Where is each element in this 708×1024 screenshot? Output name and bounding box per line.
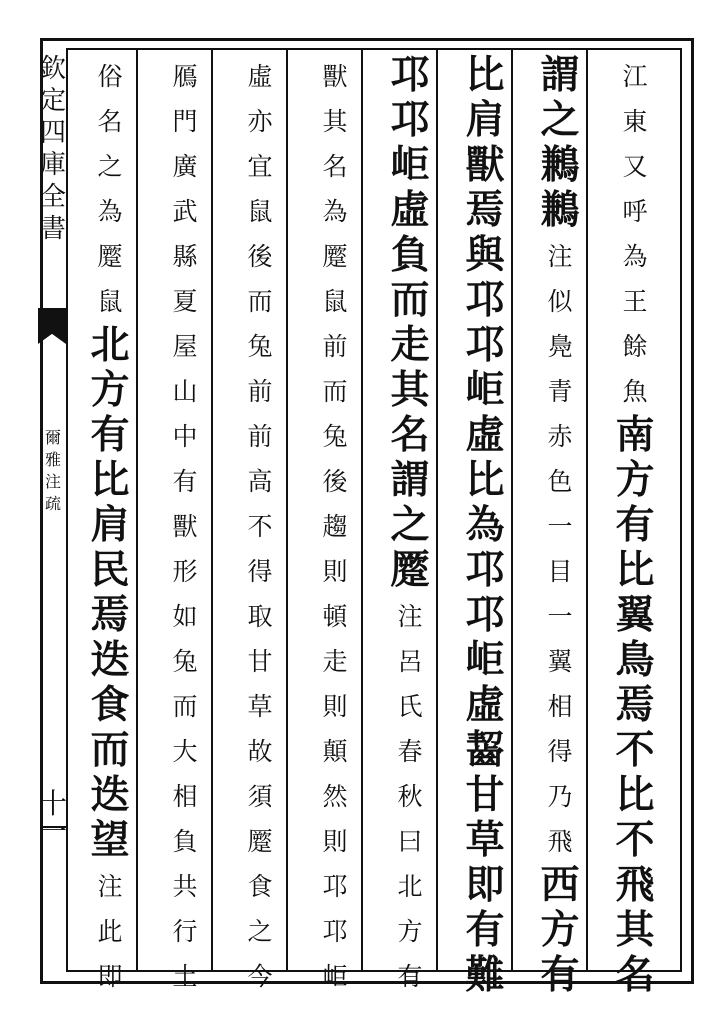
main-char: 有 xyxy=(615,502,655,548)
main-text-segment xyxy=(455,52,515,1001)
margin-char: 注 xyxy=(44,472,61,491)
margin-char: 庫 xyxy=(39,150,66,180)
commentary-char: 邛 xyxy=(322,917,348,946)
main-char: 南 xyxy=(615,412,655,458)
commentary-char: 魚 xyxy=(622,377,648,406)
main-char: 謂 xyxy=(390,457,430,503)
main-char: 即 xyxy=(465,862,505,908)
main-char: 獸 xyxy=(465,142,505,188)
commentary-char: 取 xyxy=(247,602,273,631)
commentary-char: 其 xyxy=(322,107,348,136)
commentary-char: 似 xyxy=(547,287,573,316)
commentary-char: 又 xyxy=(622,152,648,181)
main-char: 西 xyxy=(540,862,580,908)
main-char: 方 xyxy=(540,907,580,953)
commentary-char: 呂 xyxy=(397,647,423,676)
commentary-segment xyxy=(230,56,290,1001)
commentary-char: 屋 xyxy=(172,332,198,361)
commentary-char: 相 xyxy=(547,692,573,721)
main-char: 而 xyxy=(390,277,430,323)
margin-char: 爾 xyxy=(44,428,61,447)
commentary-char: 鳧 xyxy=(547,332,573,361)
text-column-5 xyxy=(304,56,366,991)
main-char: 肩 xyxy=(90,502,130,548)
main-char: 不 xyxy=(615,817,655,863)
commentary-char: 負 xyxy=(172,827,198,856)
commentary-char: 為 xyxy=(322,197,348,226)
main-char: 草 xyxy=(465,817,505,863)
main-char: 迭 xyxy=(90,637,130,683)
commentary-char: 行 xyxy=(172,917,198,946)
commentary-char: 獸 xyxy=(322,62,348,91)
main-char: 有 xyxy=(465,907,505,953)
commentary-char: 甘 xyxy=(247,647,273,676)
commentary-char: 前 xyxy=(247,377,273,406)
commentary-char: 共 xyxy=(172,872,198,901)
text-column-8 xyxy=(79,56,141,991)
commentary-char: 王 xyxy=(622,287,648,316)
text-column-2 xyxy=(529,52,591,998)
commentary-char: 須 xyxy=(247,782,273,811)
commentary-char: 餘 xyxy=(622,332,648,361)
commentary-char: 廣 xyxy=(172,152,198,181)
text-column-7 xyxy=(154,56,216,991)
commentary-char: 門 xyxy=(172,107,198,136)
page-number-rule xyxy=(40,826,66,828)
commentary-char: 如 xyxy=(172,602,198,631)
main-char: 鳥 xyxy=(615,637,655,683)
commentary-char: 前 xyxy=(322,332,348,361)
main-char: 比 xyxy=(465,52,505,98)
main-char: 甘 xyxy=(465,772,505,818)
commentary-char: 得 xyxy=(247,557,273,586)
commentary-char: 則 xyxy=(322,557,348,586)
main-char: 比 xyxy=(615,772,655,818)
main-char: 飛 xyxy=(615,862,655,908)
section-title xyxy=(38,430,68,518)
commentary-char: 之 xyxy=(97,152,123,181)
commentary-char: 鼠 xyxy=(247,197,273,226)
commentary-char: 一 xyxy=(547,602,573,631)
main-char: 邛 xyxy=(390,52,430,98)
main-char: 方 xyxy=(90,367,130,413)
text-column-4 xyxy=(379,52,441,991)
commentary-char: 蹷 xyxy=(322,242,348,271)
margin-char: 全 xyxy=(39,182,66,212)
commentary-char: 然 xyxy=(322,782,348,811)
commentary-char: 頓 xyxy=(322,602,348,631)
main-text-segment xyxy=(80,322,140,866)
main-char: 之 xyxy=(390,502,430,548)
main-char: 邛 xyxy=(465,592,505,638)
commentary-char: 則 xyxy=(322,692,348,721)
commentary-char: 虛 xyxy=(247,62,273,91)
margin-char: 定 xyxy=(39,86,66,116)
margin-char: 雅 xyxy=(44,450,61,469)
main-char: 虛 xyxy=(465,682,505,728)
commentary-char: 鴈 xyxy=(172,62,198,91)
margin-char: 欽 xyxy=(39,54,66,84)
commentary-char: 兔 xyxy=(322,422,348,451)
commentary-char: 中 xyxy=(172,422,198,451)
commentary-segment xyxy=(155,56,215,1001)
commentary-char: 東 xyxy=(622,107,648,136)
commentary-char: 色 xyxy=(547,467,573,496)
main-char: 焉 xyxy=(465,187,505,233)
main-text-segment xyxy=(530,52,590,236)
main-char: 鶼 xyxy=(540,187,580,233)
main-char: 謂 xyxy=(540,52,580,98)
commentary-char: 夏 xyxy=(172,287,198,316)
commentary-char: 目 xyxy=(547,557,573,586)
commentary-char: 氏 xyxy=(397,692,423,721)
commentary-char: 土 xyxy=(172,962,198,991)
commentary-char: 而 xyxy=(172,692,198,721)
commentary-char: 今 xyxy=(247,962,273,991)
commentary-char: 高 xyxy=(247,467,273,496)
commentary-char: 之 xyxy=(247,917,273,946)
main-char: 民 xyxy=(90,547,130,593)
main-char: 邛 xyxy=(465,277,505,323)
commentary-char: 前 xyxy=(247,422,273,451)
commentary-segment xyxy=(380,596,440,1001)
commentary-char: 岠 xyxy=(322,962,348,991)
commentary-char: 曰 xyxy=(397,827,423,856)
commentary-char: 江 xyxy=(622,62,648,91)
main-char: 不 xyxy=(615,727,655,773)
main-char: 虛 xyxy=(465,412,505,458)
main-char: 比 xyxy=(90,457,130,503)
main-char: 有 xyxy=(90,412,130,458)
commentary-char: 大 xyxy=(172,737,198,766)
main-char: 有 xyxy=(540,952,580,998)
commentary-char: 有 xyxy=(172,467,198,496)
main-char: 肩 xyxy=(465,97,505,143)
main-char: 比 xyxy=(465,457,505,503)
commentary-char: 秋 xyxy=(397,782,423,811)
commentary-char: 不 xyxy=(247,512,273,541)
text-column-3 xyxy=(454,52,516,998)
commentary-char: 蹷 xyxy=(97,242,123,271)
commentary-segment xyxy=(605,56,665,416)
commentary-char: 注 xyxy=(397,602,423,631)
main-text-segment xyxy=(605,412,665,1001)
commentary-char: 則 xyxy=(322,827,348,856)
commentary-char: 相 xyxy=(172,782,198,811)
commentary-char: 有 xyxy=(397,962,423,991)
commentary-char: 形 xyxy=(172,557,198,586)
margin-char: 四 xyxy=(39,118,66,148)
commentary-char: 後 xyxy=(247,242,273,271)
main-char: 北 xyxy=(90,322,130,368)
main-char: 焉 xyxy=(615,682,655,728)
commentary-char: 鼠 xyxy=(322,287,348,316)
main-char: 岠 xyxy=(390,142,430,188)
commentary-char: 兔 xyxy=(172,647,198,676)
commentary-char: 草 xyxy=(247,692,273,721)
commentary-char: 名 xyxy=(322,152,348,181)
main-char: 焉 xyxy=(90,592,130,638)
commentary-char: 青 xyxy=(547,377,573,406)
main-char: 翼 xyxy=(615,592,655,638)
main-char: 比 xyxy=(615,547,655,593)
commentary-char: 山 xyxy=(172,377,198,406)
main-char: 望 xyxy=(90,817,130,863)
main-char: 而 xyxy=(90,727,130,773)
commentary-char: 食 xyxy=(247,872,273,901)
main-char: 為 xyxy=(465,502,505,548)
margin-char: 書 xyxy=(39,214,66,244)
commentary-char: 得 xyxy=(547,737,573,766)
main-char: 蹷 xyxy=(390,547,430,593)
book-title xyxy=(36,56,70,306)
main-char: 走 xyxy=(390,322,430,368)
main-char: 邛 xyxy=(465,322,505,368)
commentary-char: 蹷 xyxy=(247,827,273,856)
commentary-char: 春 xyxy=(397,737,423,766)
commentary-char: 飛 xyxy=(547,827,573,856)
margin-char: 疏 xyxy=(44,494,61,513)
commentary-char: 即 xyxy=(97,962,123,991)
commentary-char: 呼 xyxy=(622,197,648,226)
commentary-char: 亦 xyxy=(247,107,273,136)
commentary-char: 邛 xyxy=(322,872,348,901)
main-char: 虛 xyxy=(390,187,430,233)
commentary-char: 此 xyxy=(97,917,123,946)
commentary-char: 乃 xyxy=(547,782,573,811)
commentary-char: 北 xyxy=(397,872,423,901)
commentary-char: 故 xyxy=(247,737,273,766)
text-column-6 xyxy=(229,56,291,991)
commentary-char: 顛 xyxy=(322,737,348,766)
commentary-char: 縣 xyxy=(172,242,198,271)
commentary-char: 獸 xyxy=(172,512,198,541)
commentary-char: 名 xyxy=(97,107,123,136)
main-char: 齧 xyxy=(465,727,505,773)
main-char: 邛 xyxy=(465,547,505,593)
main-char: 岠 xyxy=(465,637,505,683)
commentary-char: 而 xyxy=(247,287,273,316)
commentary-char: 俗 xyxy=(97,62,123,91)
commentary-char: 鼠 xyxy=(97,287,123,316)
commentary-char: 為 xyxy=(622,242,648,271)
main-char: 方 xyxy=(615,457,655,503)
main-char: 與 xyxy=(465,232,505,278)
commentary-char: 注 xyxy=(97,872,123,901)
commentary-char: 後 xyxy=(322,467,348,496)
commentary-segment xyxy=(530,236,590,866)
text-column-1 xyxy=(604,56,666,998)
main-char: 之 xyxy=(540,97,580,143)
main-char: 其 xyxy=(615,907,655,953)
main-char: 迭 xyxy=(90,772,130,818)
main-char: 岠 xyxy=(465,367,505,413)
commentary-char: 兔 xyxy=(247,332,273,361)
commentary-char: 赤 xyxy=(547,422,573,451)
commentary-char: 宜 xyxy=(247,152,273,181)
main-text-segment xyxy=(530,862,590,1001)
commentary-char: 走 xyxy=(322,647,348,676)
main-char: 名 xyxy=(390,412,430,458)
main-char: 邛 xyxy=(390,97,430,143)
commentary-segment xyxy=(80,866,140,1001)
commentary-char: 方 xyxy=(397,917,423,946)
commentary-segment xyxy=(305,56,365,1001)
commentary-char: 武 xyxy=(172,197,198,226)
commentary-char: 注 xyxy=(547,242,573,271)
commentary-char: 而 xyxy=(322,377,348,406)
commentary-char: 一 xyxy=(547,512,573,541)
commentary-char: 翼 xyxy=(547,647,573,676)
commentary-char: 為 xyxy=(97,197,123,226)
main-char: 難 xyxy=(465,952,505,998)
main-char: 食 xyxy=(90,682,130,728)
page-number: 十一 xyxy=(38,787,67,848)
main-char: 其 xyxy=(390,367,430,413)
commentary-segment xyxy=(80,56,140,326)
main-char: 負 xyxy=(390,232,430,278)
commentary-char: 趨 xyxy=(322,512,348,541)
main-text-segment xyxy=(380,52,440,596)
main-char: 名 xyxy=(615,952,655,998)
main-char: 鶼 xyxy=(540,142,580,188)
